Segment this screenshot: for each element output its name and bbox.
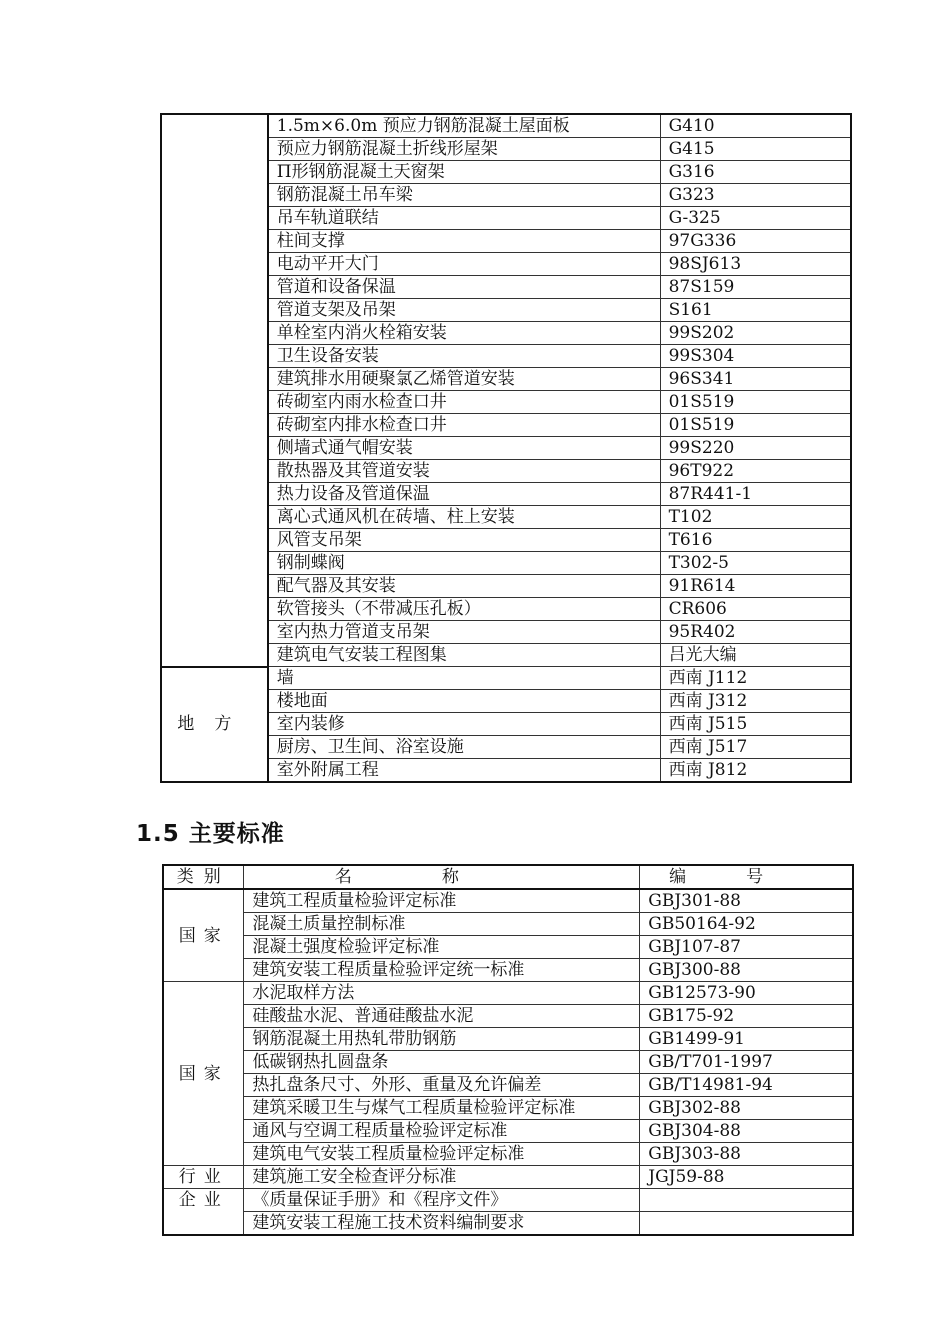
standard-name: 建筑安装工程质量检验评定统一标准 [244,959,640,982]
category-national: 国家 [163,889,244,982]
atlas-code: 吕光大编 [660,644,851,667]
atlas-code: 西南 J112 [660,667,851,690]
atlas-name: 卫生设备安装 [268,345,660,368]
atlas-code: 西南 J812 [660,759,851,783]
atlas-code: 99S220 [660,437,851,460]
atlas-name: 砖砌室内雨水检查口井 [268,391,660,414]
atlas-code: CR606 [660,598,851,621]
category-cell [161,114,268,667]
standard-name: 建筑采暖卫生与煤气工程质量检验评定标准 [244,1097,640,1120]
atlas-name: 离心式通风机在砖墙、柱上安装 [268,506,660,529]
atlas-name: 1.5m×6.0m 预应力钢筋混凝土屋面板 [268,114,660,138]
table-row [163,1005,853,1028]
drawing-atlas-table [160,113,852,783]
atlas-name: 室内装修 [268,713,660,736]
atlas-name: 建筑排水用硬聚氯乙烯管道安装 [268,368,660,391]
header-name: 名称 [244,865,640,889]
table-row [163,913,853,936]
atlas-code: 01S519 [660,414,851,437]
table-header-row [163,865,853,889]
standard-name: 建筑安装工程施工技术资料编制要求 [244,1212,640,1236]
standard-code: GBJ301-88 [640,889,853,913]
standard-code: GB/T14981-94 [640,1074,853,1097]
atlas-code: 96T922 [660,460,851,483]
standard-code: GBJ303-88 [640,1143,853,1166]
standard-code [640,1189,853,1212]
standard-name: 水泥取样方法 [244,982,640,1005]
header-code: 编号 [640,865,853,889]
atlas-code: 98SJ613 [660,253,851,276]
standard-name: 热扎盘条尺寸、外形、重量及允许偏差 [244,1074,640,1097]
atlas-name: 软管接头（不带减压孔板） [268,598,660,621]
standard-code: GB50164-92 [640,913,853,936]
table-row [163,959,853,982]
atlas-code: 西南 J517 [660,736,851,759]
atlas-code: T302-5 [660,552,851,575]
atlas-name: 热力设备及管道保温 [268,483,660,506]
table-row [163,1143,853,1166]
atlas-name: 建筑电气安装工程图集 [268,644,660,667]
atlas-name: 室外附属工程 [268,759,660,783]
standard-code: GB1499-91 [640,1028,853,1051]
standard-code: GBJ304-88 [640,1120,853,1143]
atlas-name: 钢制蝶阀 [268,552,660,575]
standard-name: 建筑工程质量检验评定标准 [244,889,640,913]
atlas-code: G323 [660,184,851,207]
category-enterprise: 企业 [163,1189,244,1236]
table-row [163,936,853,959]
atlas-code: 01S519 [660,391,851,414]
atlas-code: T102 [660,506,851,529]
atlas-code: G415 [660,138,851,161]
table-row [163,982,853,1005]
section-title: 1.5 主要标准 [136,821,285,847]
atlas-code: G316 [660,161,851,184]
standard-name: 建筑电气安装工程质量检验评定标准 [244,1143,640,1166]
atlas-name: Π形钢筋混凝土天窗架 [268,161,660,184]
atlas-code: 96S341 [660,368,851,391]
category-industry: 行业 [163,1166,244,1189]
table-row [163,1120,853,1143]
header-category: 类别 [163,865,244,889]
atlas-name: 预应力钢筋混凝土折线形屋架 [268,138,660,161]
atlas-name: 楼地面 [268,690,660,713]
standard-code: GB12573-90 [640,982,853,1005]
standard-code: GBJ107-87 [640,936,853,959]
atlas-name: 单栓室内消火栓箱安装 [268,322,660,345]
atlas-code: 95R402 [660,621,851,644]
table-row [163,889,853,913]
standard-code: GBJ300-88 [640,959,853,982]
table-row [163,1212,853,1236]
atlas-name: 配气器及其安装 [268,575,660,598]
atlas-name: 管道和设备保温 [268,276,660,299]
standard-code: JGJ59-88 [640,1166,853,1189]
atlas-code: S161 [660,299,851,322]
atlas-name: 风管支吊架 [268,529,660,552]
standards-table [162,864,854,1236]
standard-name: 低碳钢热扎圆盘条 [244,1051,640,1074]
atlas-code: 99S202 [660,322,851,345]
standard-code [640,1212,853,1236]
standard-code: GB175-92 [640,1005,853,1028]
atlas-code: 99S304 [660,345,851,368]
table-row [161,114,851,138]
atlas-name: 散热器及其管道安装 [268,460,660,483]
atlas-name: 墙 [268,667,660,690]
atlas-code: G-325 [660,207,851,230]
atlas-name: 室内热力管道支吊架 [268,621,660,644]
table-row [163,1028,853,1051]
category-national: 国家 [163,982,244,1166]
atlas-name: 电动平开大门 [268,253,660,276]
atlas-code: 西南 J515 [660,713,851,736]
table-row [163,1051,853,1074]
atlas-code: 87S159 [660,276,851,299]
table-row [163,1166,853,1189]
atlas-code: G410 [660,114,851,138]
atlas-name: 柱间支撑 [268,230,660,253]
atlas-code: 91R614 [660,575,851,598]
atlas-code: 西南 J312 [660,690,851,713]
standard-name: 混凝土强度检验评定标准 [244,936,640,959]
standard-name: 《质量保证手册》和《程序文件》 [244,1189,640,1212]
atlas-name: 砖砌室内排水检查口井 [268,414,660,437]
table-row [163,1189,853,1212]
atlas-name: 厨房、卫生间、浴室设施 [268,736,660,759]
standard-name: 混凝土质量控制标准 [244,913,640,936]
atlas-name: 吊车轨道联结 [268,207,660,230]
standard-code: GB/T701-1997 [640,1051,853,1074]
atlas-name: 钢筋混凝土吊车梁 [268,184,660,207]
table-row [161,667,851,690]
standard-name: 钢筋混凝土用热轧带肋钢筋 [244,1028,640,1051]
atlas-name: 管道支架及吊架 [268,299,660,322]
table-row [163,1074,853,1097]
category-local: 地方 [161,667,268,783]
standard-name: 建筑施工安全检查评分标准 [244,1166,640,1189]
standard-name: 硅酸盐水泥、普通硅酸盐水泥 [244,1005,640,1028]
atlas-code: 87R441-1 [660,483,851,506]
standard-code: GBJ302-88 [640,1097,853,1120]
atlas-code: 97G336 [660,230,851,253]
atlas-code: T616 [660,529,851,552]
table-row [163,1097,853,1120]
atlas-name: 侧墙式通气帽安装 [268,437,660,460]
standard-name: 通风与空调工程质量检验评定标准 [244,1120,640,1143]
